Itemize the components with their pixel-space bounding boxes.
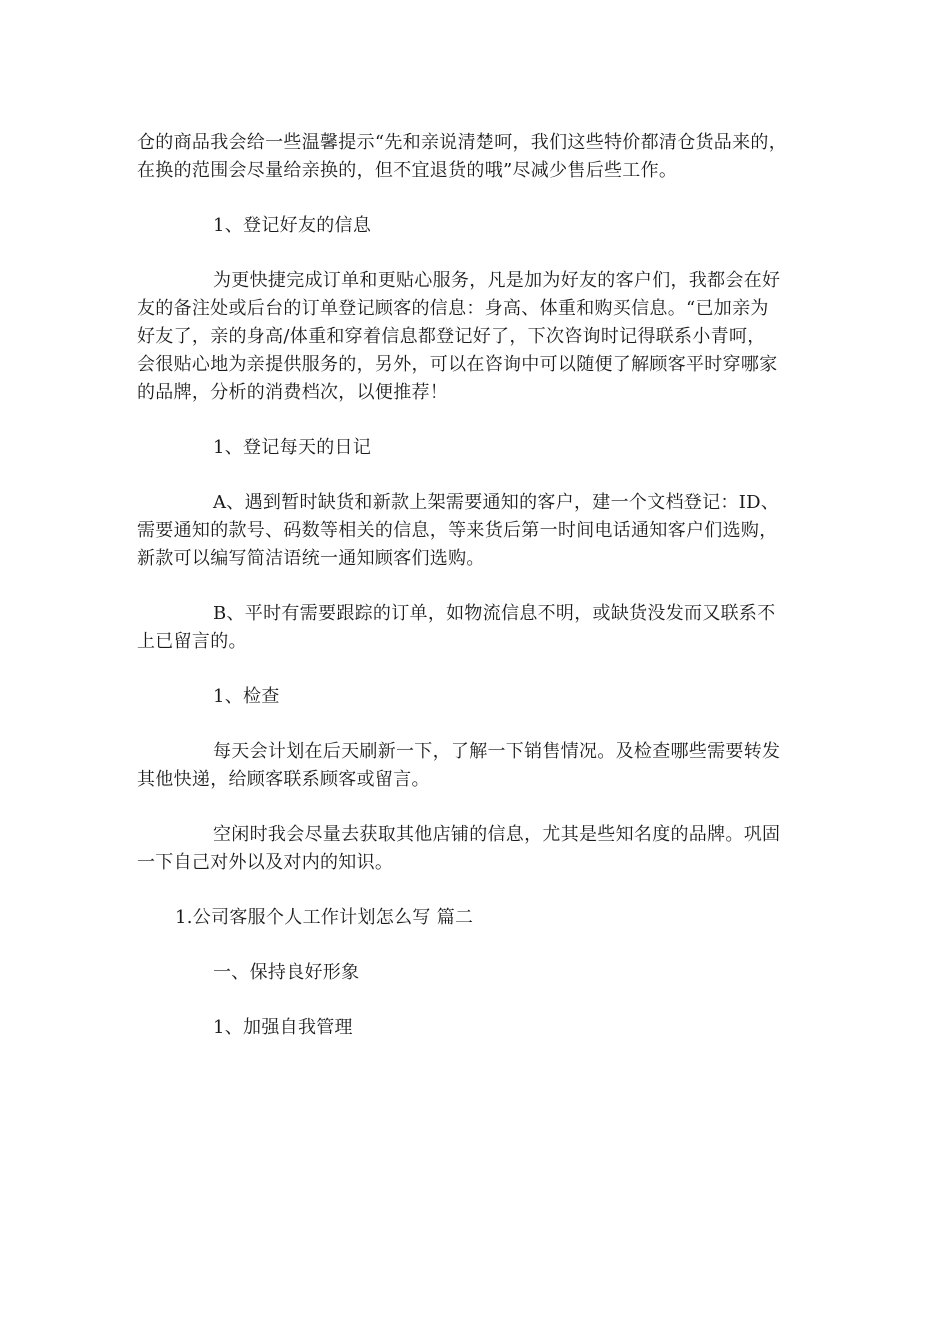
text-line: 友的备注处或后台的订单登记顾客的信息：身高、体重和购买信息。“已加亲为	[137, 298, 769, 319]
text-line: 每天会计划在后天刷新一下，了解一下销售情况。及检查哪些需要转发	[213, 741, 781, 762]
text-line: 1、加强自我管理	[213, 1017, 353, 1038]
section-heading	[137, 683, 817, 711]
text-line: 为更快捷完成订单和更贴心服务，凡是加为好友的客户们，我都会在好	[213, 270, 781, 291]
section-heading	[137, 1014, 817, 1042]
section-heading	[137, 959, 817, 987]
text-line: 仓的商品我会给一些温馨提示“先和亲说清楚呵，我们这些特价都清仓货品来的，	[137, 132, 787, 153]
text-line: 1.公司客服个人工作计划怎么写 篇二	[175, 907, 474, 928]
text-line: B、平时有需要跟踪的订单，如物流信息不明，或缺货没发而又联系不	[213, 603, 776, 624]
text-line: 一下自己对外以及对内的知识。	[137, 852, 394, 873]
section-heading	[137, 212, 817, 240]
text-line: 的品牌，分析的消费档次，以便推荐！	[137, 382, 449, 403]
text-line: 上已留言的。	[137, 631, 247, 652]
document-page	[137, 129, 817, 1042]
paragraph	[137, 267, 817, 407]
text-line: 其他快递，给顾客联系顾客或留言。	[137, 769, 430, 790]
article-subtitle	[137, 904, 817, 932]
paragraph	[137, 129, 817, 185]
text-line: 1、登记每天的日记	[213, 437, 372, 458]
text-line: 1、检查	[213, 686, 280, 707]
section-heading	[137, 434, 817, 462]
text-line: A、遇到暂时缺货和新款上架需要通知的客户，建一个文档登记：ID、	[213, 492, 780, 513]
text-line: 空闲时我会尽量去获取其他店铺的信息，尤其是些知名度的品牌。巩固	[213, 824, 781, 845]
text-line: 在换的范围会尽量给亲换的，但不宜退货的哦”尽减少售后些工作。	[137, 160, 678, 181]
paragraph	[137, 738, 817, 794]
text-line: 好友了，亲的身高/体重和穿着信息都登记好了，下次咨询时记得联系小青呵，	[137, 326, 766, 347]
paragraph	[137, 489, 817, 573]
text-line: 需要通知的款号、码数等相关的信息，等来货后第一时间电话通知客户们选购，	[137, 520, 778, 541]
text-line: 一、保持良好形象	[213, 962, 360, 983]
text-line: 新款可以编写简洁语统一通知顾客们选购。	[137, 548, 485, 569]
paragraph	[137, 600, 817, 656]
text-line: 会很贴心地为亲提供服务的，另外，可以在咨询中可以随便了解顾客平时穿哪家	[137, 354, 778, 375]
text-line: 1、登记好友的信息	[213, 215, 372, 236]
paragraph	[137, 821, 817, 877]
